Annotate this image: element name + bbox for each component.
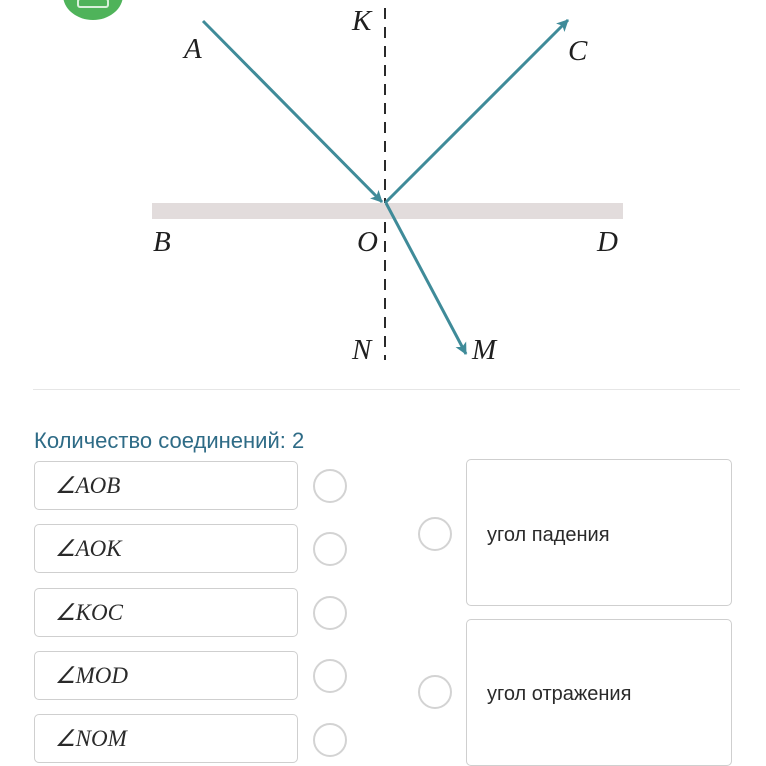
choice-koc[interactable] xyxy=(34,588,298,637)
radio-aok[interactable] xyxy=(313,532,347,566)
point-c-label: C xyxy=(568,35,588,67)
point-m-label: M xyxy=(472,334,497,366)
choice-aob[interactable] xyxy=(34,461,298,510)
choice-mod[interactable] xyxy=(34,651,298,700)
answer-label: угол отражения xyxy=(487,683,632,705)
point-o-label: O xyxy=(357,226,378,258)
connections-count: Количество соединений: 2 xyxy=(34,428,305,453)
choice-label: ∠KOC xyxy=(55,600,123,625)
section-divider xyxy=(33,389,740,390)
point-d-label: D xyxy=(597,226,618,258)
radio-nom[interactable] xyxy=(313,723,347,757)
radio-aob[interactable] xyxy=(313,469,347,503)
point-k-label: K xyxy=(352,5,372,37)
answer-reflection-angle[interactable] xyxy=(466,619,732,766)
choice-nom[interactable] xyxy=(34,714,298,763)
choice-label: ∠AOB xyxy=(55,473,121,498)
choice-label: ∠MOD xyxy=(55,663,128,688)
choice-aok[interactable] xyxy=(34,524,298,573)
radio-mod[interactable] xyxy=(313,659,347,693)
answer-label: угол падения xyxy=(487,524,610,546)
answer-incidence-angle[interactable] xyxy=(466,459,732,606)
refracted-ray xyxy=(386,203,466,354)
choice-label: ∠NOM xyxy=(55,726,127,751)
incident-ray xyxy=(203,21,382,202)
choice-label: ∠AOK xyxy=(55,536,122,561)
reflected-ray xyxy=(385,20,568,203)
point-b-label: B xyxy=(153,226,171,258)
radio-koc[interactable] xyxy=(313,596,347,630)
point-a-label: A xyxy=(184,33,202,65)
radio-reflection-angle[interactable] xyxy=(418,675,452,709)
radio-incidence-angle[interactable] xyxy=(418,517,452,551)
point-n-label: N xyxy=(352,334,372,366)
optics-diagram xyxy=(0,0,766,375)
